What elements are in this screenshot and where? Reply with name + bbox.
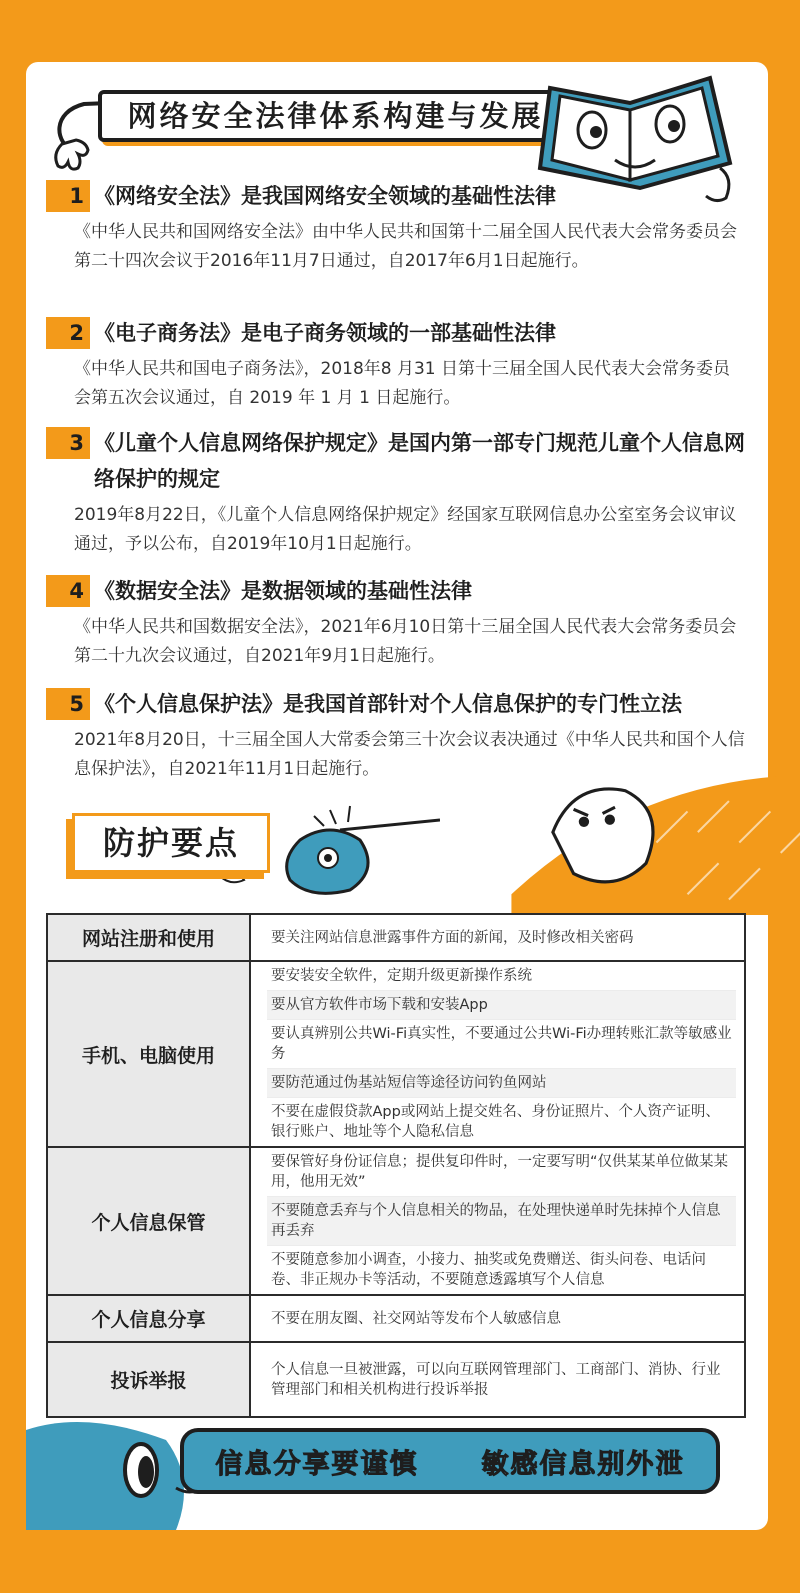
law-section-4 xyxy=(46,573,746,671)
items-cell xyxy=(250,914,745,961)
items-cell xyxy=(250,1295,745,1342)
table-row xyxy=(47,1295,745,1342)
protection-tips-table xyxy=(46,913,746,1418)
tip-item: 不要在虚假贷款App或网站上提交姓名、身份证照片、个人资产证明、银行账户、地址等个人隐私信息 xyxy=(271,1104,720,1140)
category-cell: 投诉举报 xyxy=(47,1342,250,1417)
section-number: 4 xyxy=(46,575,90,607)
tip-item: 不要在朋友圈、社交网站等发布个人敏感信息 xyxy=(271,1310,561,1327)
law-section-3 xyxy=(46,425,746,559)
section-number: 1 xyxy=(46,180,90,212)
tip-item: 要保管好身份证信息；提供复印件时，一定要写明“仅供某某单位做某某用，他用无效” xyxy=(267,1148,736,1197)
slogan-right: 敏感信息别外泄 xyxy=(481,1448,685,1480)
protect-tips-header xyxy=(72,813,270,873)
law-section-2 xyxy=(46,315,746,413)
category-cell: 个人信息保管 xyxy=(47,1147,250,1295)
law-description: 《中华人民共和国网络安全法》由中华人民共和国第十二届全国人民代表大会常务委员会第二十四次会议于2016年11月7日通过，自2017年6月1日起施行。 xyxy=(74,222,737,271)
law-description: 2019年8月22日，《儿童个人信息网络保护规定》经国家互联网信息办公室室务会议审议通过，予以公布，自2019年10月1日起施行。 xyxy=(74,505,737,554)
tip-item: 要关注网站信息泄露事件方面的新闻，及时修改相关密码 xyxy=(271,929,634,946)
section-number: 2 xyxy=(46,317,90,349)
tip-item: 不要随意参加小调查，小接力、抽奖或免费赠送、街头问卷、电话问卷、非正规办卡等活动，不要随意透露填写个人信息 xyxy=(271,1252,706,1288)
table-row xyxy=(47,961,745,1147)
law-description: 《中华人民共和国数据安全法》，2021年6月10日第十三届全国人民代表大会常务委员会第二十九次会议通过，自2021年9月1日起施行。 xyxy=(74,617,737,666)
law-title: 《儿童个人信息网络保护规定》是国内第一部专门规范儿童个人信息网络保护的规定 xyxy=(94,431,745,491)
section-number: 3 xyxy=(46,427,90,459)
table-row xyxy=(47,914,745,961)
table-row xyxy=(47,1147,745,1295)
orange-swoosh-decoration xyxy=(430,770,800,915)
law-description: 2021年8月20日，十三届全国人大常委会第三十次会议表决通过《中华人民共和国个人信息保护法》，自2021年11月1日起施行。 xyxy=(74,730,745,779)
tip-item: 个人信息一旦被泄露，可以向互联网管理部门、工商部门、消协、行业管理部门和相关机构进行投诉举报 xyxy=(271,1361,721,1398)
tip-item: 要防范通过伪基站短信等途径访问钓鱼网站 xyxy=(267,1069,736,1098)
law-section-1 xyxy=(46,178,746,276)
section-title-banner xyxy=(98,90,573,142)
protect-tips-title: 防护要点 xyxy=(102,824,239,862)
items-cell xyxy=(250,961,745,1147)
section-number: 5 xyxy=(46,688,90,720)
law-title: 《网络安全法》是我国网络安全领域的基础性法律 xyxy=(94,184,556,208)
law-title: 《个人信息保护法》是我国首部针对个人信息保护的专门性立法 xyxy=(94,692,682,716)
category-cell: 个人信息分享 xyxy=(47,1295,250,1342)
law-description: 《中华人民共和国电子商务法》，2018年8 月31 日第十三届全国人民代表大会常务委员会第五次会议通过，自 2019 年 1 月 1 日起施行。 xyxy=(74,359,731,408)
category-cell: 手机、电脑使用 xyxy=(47,961,250,1147)
law-title: 《电子商务法》是电子商务领域的一部基础性法律 xyxy=(94,321,556,345)
tip-item: 不要随意丢弃与个人信息相关的物品，在处理快递单时先抹掉个人信息再丢弃 xyxy=(267,1197,736,1246)
items-cell xyxy=(250,1342,745,1417)
items-cell xyxy=(250,1147,745,1295)
law-title: 《数据安全法》是数据领域的基础性法律 xyxy=(94,579,472,603)
category-cell: 网站注册和使用 xyxy=(47,914,250,961)
slogan-banner xyxy=(180,1428,720,1494)
tip-item: 要从官方软件市场下载和安装App xyxy=(267,991,736,1020)
slogan-left: 信息分享要谨慎 xyxy=(215,1448,419,1480)
tip-item: 要安装安全软件，定期升级更新操作系统 xyxy=(267,962,736,991)
tip-item: 要认真辨别公共Wi-Fi真实性，不要通过公共Wi-Fi办理转账汇款等敏感业务 xyxy=(267,1020,736,1069)
page-title: 网络安全法律体系构建与发展 xyxy=(127,99,544,133)
